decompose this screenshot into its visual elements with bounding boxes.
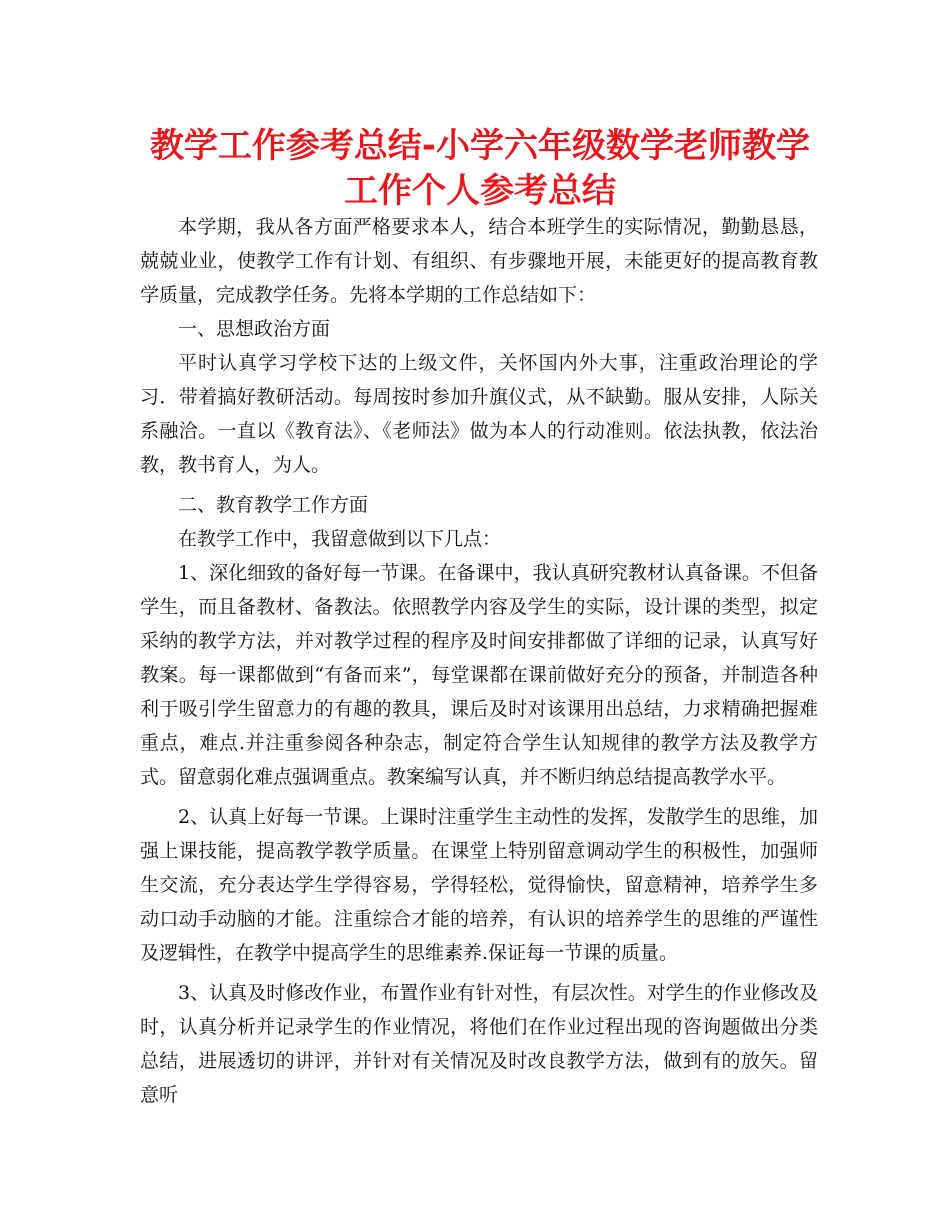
teaching-intro-paragraph: 在教学工作中，我留意做到以下几点： xyxy=(178,528,502,550)
point-3-paragraph: 3、认真及时修改作业，布置作业有针对性，有层次性。对学生的作业修改及时，认真分析并记录学生的作业情况，将他们在作业过程出现的咨询题做出分类总结，进展透切的讲评，并针对有关情况及时改良教学方法，做到有的放矢。留意听 xyxy=(140,982,818,1106)
point-2-paragraph: 2、认真上好每一节课。上课时注重学生主动性的发挥，发散学生的思维，加强上课技能，提高教学教学质量。在课堂上特别留意调动学生的积极性，加强师生交流，充分表达学生学得容易，学得轻松，觉得愉快，留意精神，培养学生多动口动手动脑的才能。注重综合才能的培养，有认识的培养学生的思维的严谨性及逻辑性，在教学中提高学生的思维素养.保证每一节课的质量。 xyxy=(140,806,818,964)
intro-paragraph: 本学期，我从各方面严格要求本人，结合本班学生的实际情况，勤勤恳恳，兢兢业业，使教学工作有计划、有组织、有步骤地开展，未能更好的提高教育教学质量，完成教学任务。先将本学期的工作总结如下： xyxy=(140,216,818,306)
section-heading-ideology: 一、思想政治方面 xyxy=(178,318,331,340)
ideology-paragraph: 平时认真学习学校下达的上级文件，关怀国内外大事，注重政治理论的学习．带着搞好教研活动。每周按时参加升旗仪式，从不缺勤。服从安排，人际关系融洽。一直以《教育法》、《老师法》做为本人的行动准则。依法执教，依法治教，教书育人，为人。 xyxy=(140,352,818,476)
document-body xyxy=(140,210,818,1112)
point-1-paragraph: 1、深化细致的备好每一节课。在备课中，我认真研究教材认真备课。不但备学生，而且备教材、备教法。依照教学内容及学生的实际，设计课的类型，拟定采纳的教学方法，并对教学过程的程序及时间安排都做了详细的记录，认真写好教案。每一课都做到“有备而来”，每堂课都在课前做好充分的预备，并制造各种利于吸引学生留意力的有趣的教具，课后及时对该课用出总结，力求精确把握难重点，难点.并注重参阅各种杂志，制定符合学生认知规律的教学方法及教学方式。留意弱化难点强调重点。教案编写认真，并不断归纳总结提高教学水平。 xyxy=(140,562,818,788)
section-heading-teaching: 二、教育教学工作方面 xyxy=(178,494,369,516)
document-title: 教学工作参考总结-小学六年级数学老师教学工作个人参考总结 xyxy=(149,126,811,211)
